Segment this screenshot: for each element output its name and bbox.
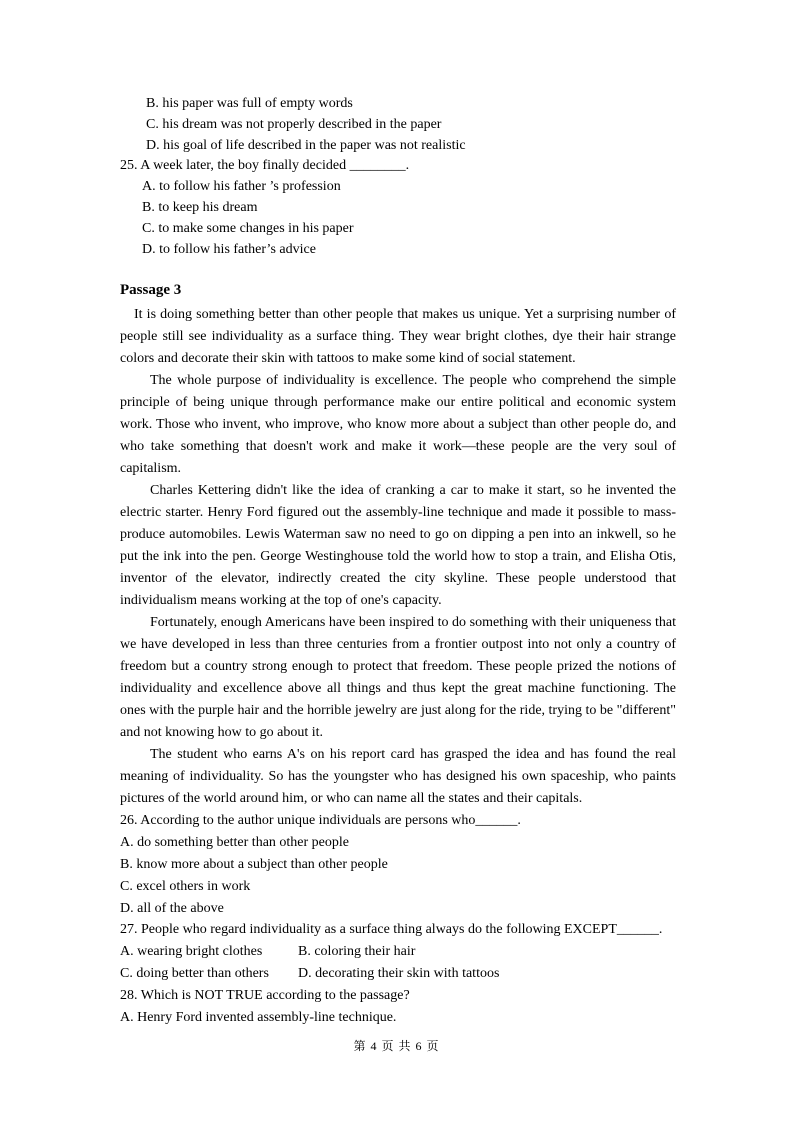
option-line: A. to follow his father ’s profession: [142, 179, 341, 195]
option-line: C. doing better than others: [120, 965, 269, 981]
page-content: [120, 94, 676, 1028]
option-line: B. coloring their hair: [298, 944, 416, 960]
option-line: C. his dream was not properly described in the paper: [146, 116, 442, 132]
question-25-stem: 25. A week later, the boy finally decided ________.: [120, 158, 410, 174]
passage-paragraph: Charles Kettering didn't like the idea of cranking a car to make it start, so he invented the electric starter. Henry Ford figured out the assembly-line technique and made it possible to mass-produce automobiles. Lewis Waterman saw no need to go on dipping a pen into an inkwell, so he put the ink into the pen. George Westinghouse told the world how to stop a train, and Elisha Otis, inventor of the elevator, indirectly created the city skyline. These people understood that individualism means working at the top of one's capacity.: [120, 483, 676, 609]
option-line: D. all of the above: [120, 900, 224, 916]
question-27-stem: 27. People who regard individuality as a surface thing always do the following EXCEPT______.: [120, 922, 663, 938]
passage-paragraph: The student who earns A's on his report card has grasped the idea and has found the real meaning of individuality. So has the youngster who has designed his own spaceship, who paints pictures of the world around him, or who can name all the states and their capitals.: [120, 747, 676, 807]
page-footer: 第 4 页 共 6 页: [353, 1039, 440, 1053]
option-line: C. to make some changes in his paper: [142, 220, 354, 236]
option-line: D. decorating their skin with tattoos: [298, 965, 500, 981]
passage-paragraph: It is doing something better than other people that makes us unique. Yet a surprising number of people still see individuality as a surface thing. They wear bright clothes, dye their hair strange colors and decorate their skin with tattoos to make some kind of social statement.: [120, 307, 676, 367]
passage-title: Passage 3: [120, 282, 182, 299]
passage-paragraph: The whole purpose of individuality is excellence. The people who comprehend the simple principle of being unique through performance make our entire political and economic system work. Those who invent, who improve, who know more about a subject than other people do, and who take something that doesn't work and make it work—these people are the very soul of capitalism.: [120, 373, 676, 477]
option-line: C. excel others in work: [120, 878, 251, 894]
option-line: D. to follow his father’s advice: [142, 241, 316, 257]
option-row: [120, 963, 676, 985]
option-line: D. his goal of life described in the paper was not realistic: [146, 137, 466, 153]
option-line: A. Henry Ford invented assembly-line technique.: [120, 1009, 397, 1025]
option-line: A. do something better than other people: [120, 835, 349, 851]
option-line: B. his paper was full of empty words: [146, 96, 353, 111]
question-26-stem: 26. According to the author unique individuals are persons who______.: [120, 813, 521, 829]
option-line: B. to keep his dream: [142, 199, 258, 215]
passage-paragraph: Fortunately, enough Americans have been inspired to do something with their uniqueness that we have developed in less than three centuries from a frontier outpost into not only a country of freedom but a country strong enough to protect that freedom. These people prized the notions of individuality and excellence above all things and thus kept the great machine functioning. The ones with the purple hair and the horrible jewelry are just along for the ride, trying to be "different" and not knowing how to go about it.: [120, 615, 676, 741]
option-line: B. know more about a subject than other people: [120, 856, 388, 872]
option-row: [120, 941, 676, 963]
option-line: A. wearing bright clothes: [120, 944, 263, 960]
question-28-stem: 28. Which is NOT TRUE according to the passage?: [120, 987, 410, 1003]
